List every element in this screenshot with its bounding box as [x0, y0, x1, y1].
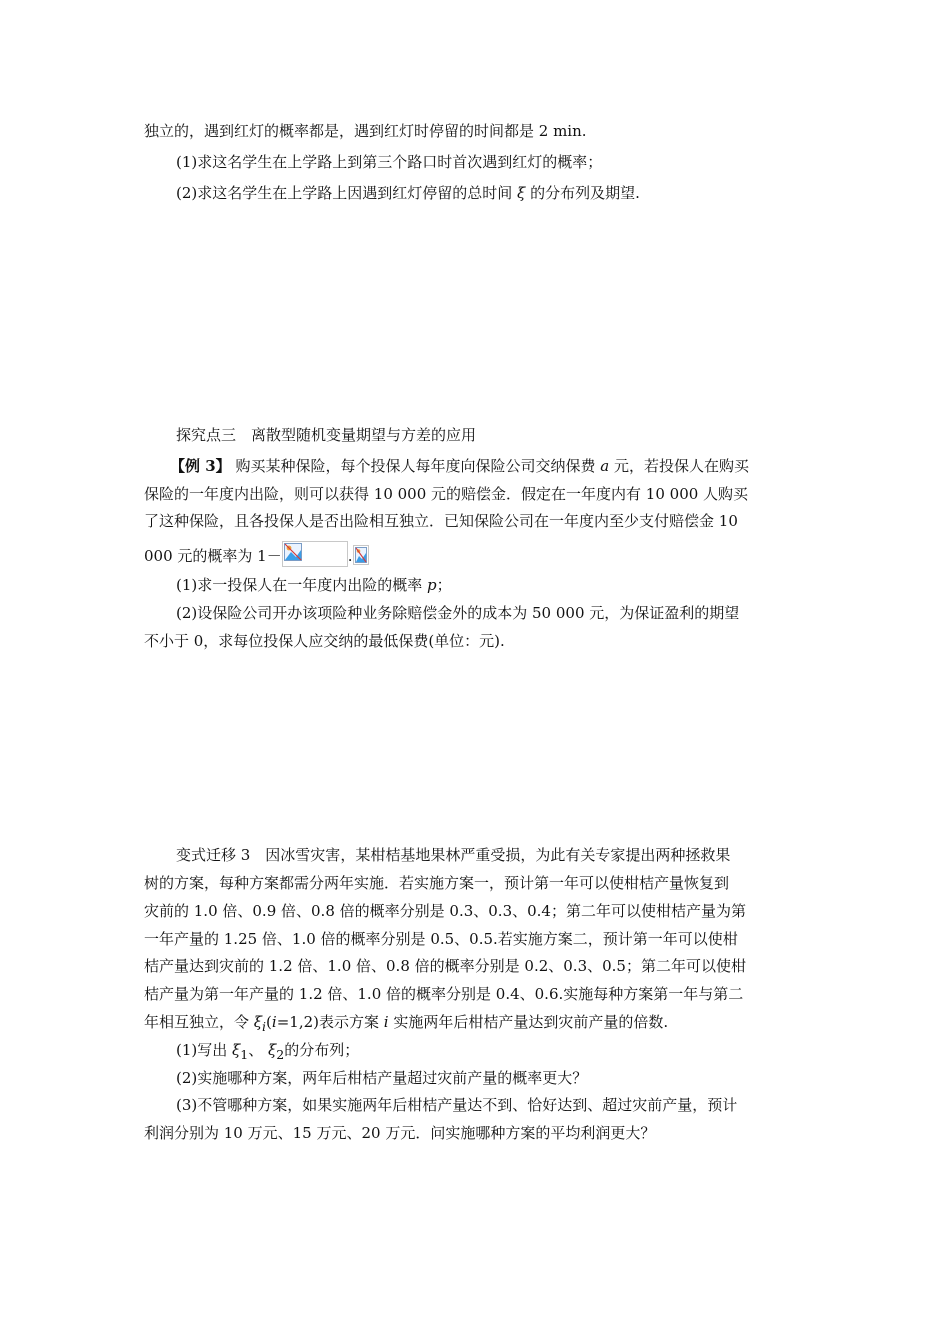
text-segment: (1)写出: [176, 1041, 233, 1059]
example-label: 【例 3】: [170, 457, 231, 475]
variant-line-7: [144, 1012, 808, 1034]
text-segment: 的分布列及期望.: [525, 184, 640, 202]
math-variable: ξ: [517, 184, 526, 202]
variant-line-5: 桔产量达到灾前的 1.2 倍、1.0 倍、0.8 倍的概率分别是 0.2、0.3、0.5；第二年可以使柑: [144, 957, 746, 975]
variant-line-6: 桔产量为第一年产量的 1.2 倍、1.0 倍的概率分别是 0.4、0.6.实施每种方案第一年与第二: [144, 985, 744, 1003]
section-title: 探究点三 离散型随机变量期望与方差的应用: [176, 426, 477, 444]
example-question-2-line-2: 不小于 0，求每位投保人应交纳的最低保费(单位：元).: [144, 632, 505, 650]
variant-question-1: [176, 1040, 808, 1062]
example-line-2: 保险的一年度内出险，则可以获得 10 000 元的赔偿金．假定在一年度内有 10 000 人购买: [144, 485, 749, 503]
math-variable: i: [271, 1013, 277, 1031]
variant-question-3-line-1: (3)不管哪种方案，如果实施两年后柑桔产量达不到、恰好达到、超过灾前产量，预计: [176, 1096, 738, 1114]
variant-question-3-line-2: 利润分别为 10 万元、15 万元、20 万元．问实施哪种方案的平均利润更大？: [144, 1124, 656, 1142]
variant-question-2: (2)实施哪种方案，两年后柑桔产量超过灾前产量的概率更大？: [176, 1069, 588, 1087]
math-subscript: 1: [240, 1047, 249, 1062]
text-segment: (1)求一投保人在一年度内出险的概率: [176, 576, 428, 594]
text-segment: (2)求这名学生在上学路上因遇到红灯停留的总时间: [176, 184, 518, 202]
text-segment: 购买某种保险，每个投保人每年度向保险公司交纳保费: [230, 457, 601, 475]
example-question-2-line-1: (2)设保险公司开办该项险种业务除赔偿金外的成本为 50 000 元，为保证盈利的期望: [176, 604, 740, 622]
variant-line-1: 变式迁移 3 因冰雪灾害，某柑桔基地果林严重受损，为此有关专家提出两种拯救果: [176, 846, 731, 864]
text-segment: 、: [248, 1041, 269, 1059]
broken-image-icon: [353, 545, 369, 565]
example-line-1: [170, 456, 808, 478]
variant-line-2: 树的方案，每种方案都需分两年实施．若实施方案一，预计第一年可以使柑桔产量恢复到: [144, 874, 730, 892]
example-line-3: 了这种保险，且各投保人是否出险相互独立．已知保险公司在一年度内至少支付赔偿金 10: [144, 512, 738, 530]
text-segment: 的分布列；: [284, 1041, 360, 1059]
text-segment: =1,2)表示方案: [276, 1013, 384, 1031]
text-segment: (: [266, 1013, 272, 1031]
example-line-4: [144, 541, 808, 569]
math-variable: p: [427, 576, 437, 594]
math-subscript: 2: [276, 1047, 285, 1062]
problem-question-2: [176, 183, 808, 205]
math-subscript: i: [262, 1019, 267, 1034]
example-question-1: [176, 575, 808, 597]
text-segment: ；: [436, 576, 452, 594]
broken-image-icon: [282, 541, 348, 567]
math-variable: i: [383, 1013, 389, 1031]
variant-line-4: 一年产量的 1.25 倍、1.0 倍的概率分别是 0.5、0.5.若实施方案二，预计第一年可以使柑: [144, 930, 738, 948]
math-variable: ξ: [268, 1041, 277, 1059]
text-segment: 实施两年后柑桔产量达到灾前产量的倍数.: [388, 1013, 669, 1031]
text-segment: 元，若投保人在购买: [609, 457, 749, 475]
math-variable: ξ: [232, 1041, 241, 1059]
problem-text-line: 独立的，遇到红灯的概率都是，遇到红灯时停留的时间都是 2 min.: [144, 122, 587, 140]
math-variable: ξ: [253, 1013, 263, 1031]
variant-line-3: 灾前的 1.0 倍、0.9 倍、0.8 倍的概率分别是 0.3、0.3、0.4；第二年可以使柑桔产量为第: [144, 902, 746, 920]
problem-question-1: (1)求这名学生在上学路上到第三个路口时首次遇到红灯的概率；: [176, 153, 603, 171]
text-segment: .: [347, 547, 353, 565]
math-variable: a: [600, 457, 610, 475]
text-segment: 000 元的概率为 1－: [144, 547, 282, 565]
text-segment: 年相互独立，令: [144, 1013, 254, 1031]
